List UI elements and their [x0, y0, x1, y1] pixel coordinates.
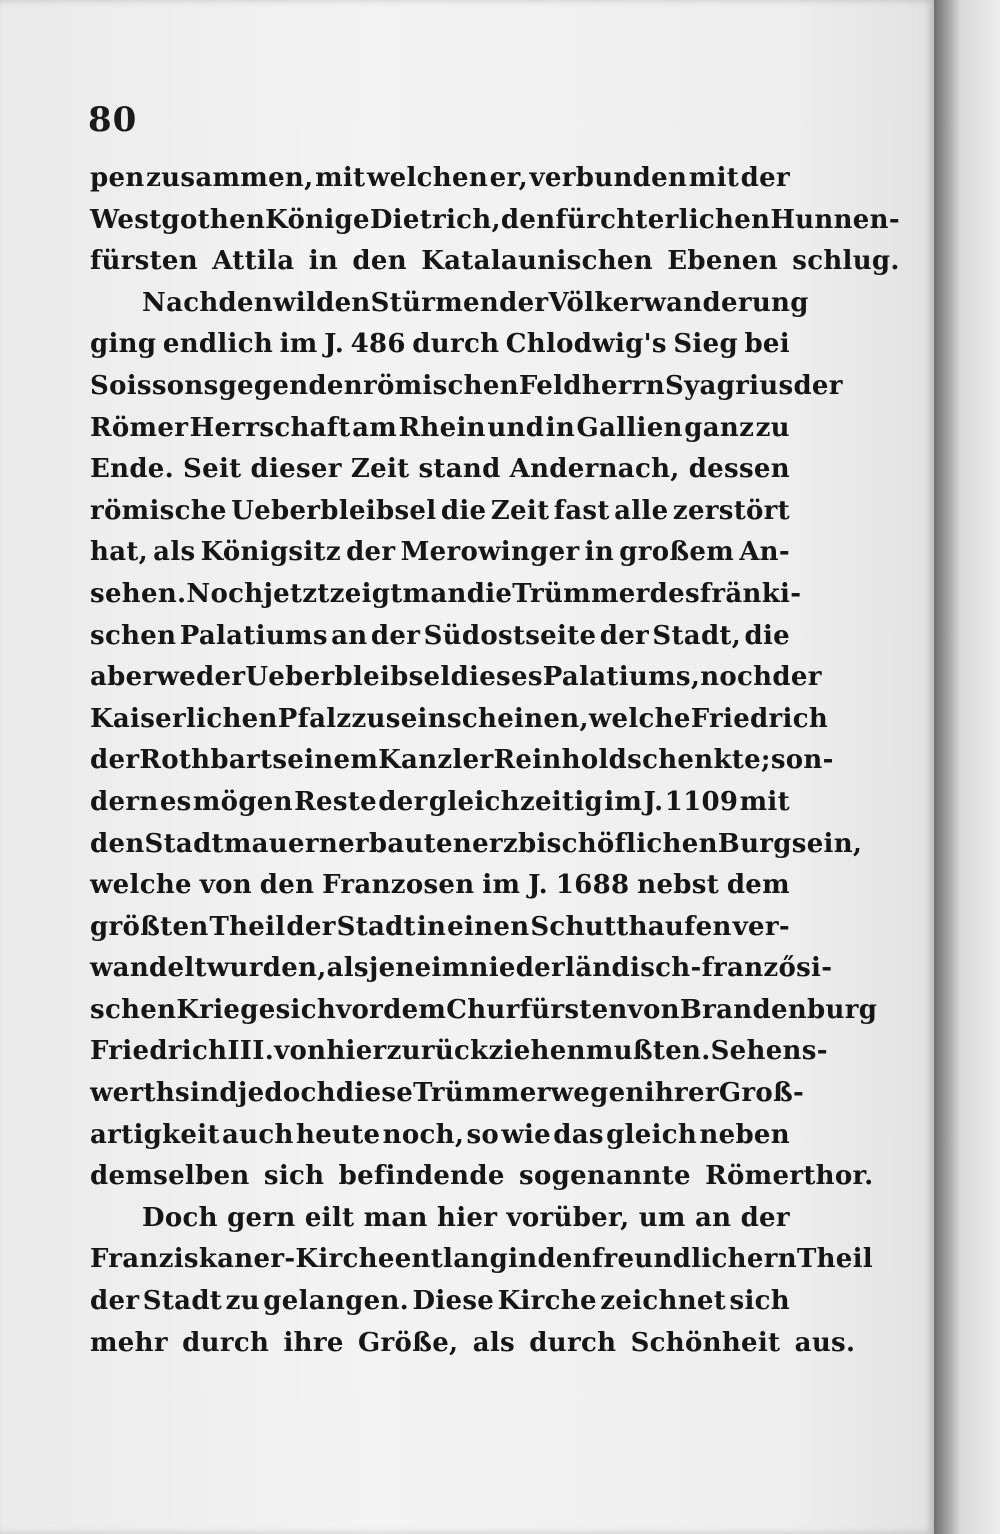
text-line: schen Palatiums an der Südostseite der Stadt, die	[90, 620, 790, 651]
text-line: Westgothen Könige Dietrich, den fürchterlichen Hunnen-	[90, 204, 900, 235]
text-line: Soissons gegen den römischen Feldherrn Syagrius der	[90, 370, 843, 401]
text-line: größten Theil der Stadt in einen Schutthaufen ver-	[90, 911, 790, 942]
text-line: den Stadtmauern erbauten erzbischöflichen Burg sein,	[90, 828, 863, 859]
text-line: mehr durch ihre Größe, als durch Schönheit aus.	[90, 1327, 856, 1358]
text-line: Franziskaner-Kirche entlang in den freundlichern Theil	[90, 1244, 873, 1275]
text-line: hat, als Königsitz der Merowinger in großem An-	[90, 537, 790, 568]
text-line: Nach den wilden Stürmen der Völkerwanderung	[142, 287, 809, 318]
text-line: aber weder Ueberbleibsel dieses Palatiums, noch der	[90, 662, 822, 693]
text-line: fürsten Attila in den Katalaunischen Ebenen schlug.	[90, 246, 900, 277]
text-line: werth sind jedoch diese Trümmer wegen ihrer Groß-	[90, 1078, 805, 1109]
text-line: Doch gern eilt man hier vorüber, um an der	[142, 1202, 790, 1233]
text-line: demselben sich befindende sogenannte Römerthor.	[90, 1161, 874, 1192]
text-line: sehen. Noch jetzt zeigt man die Trümmer des fränki-	[90, 578, 802, 609]
text-line: pen zusammen, mit welchen er, verbunden mit der	[90, 163, 790, 193]
text-line: Römer Herrschaft am Rhein und in Gallien ganz zu	[90, 412, 790, 443]
text-line: welche von den Franzosen im J. 1688 nebst dem	[90, 870, 790, 901]
text-line: römische Ueberbleibsel die Zeit fast alle zerstört	[90, 495, 790, 526]
text-line: dern es mögen Reste der gleichzeitig im J. 1109 mit	[90, 786, 790, 817]
text-line: artigkeit auch heute noch, so wie das gleich neben	[90, 1119, 790, 1150]
text-line: Kaiserlichen Pfalz zu sein scheinen, welche Friedrich	[90, 703, 829, 734]
text-line: Ende. Seit dieser Zeit stand Andernach, dessen	[90, 454, 790, 485]
text-line: Friedrich III. von hier zurückziehen mußten. Sehens-	[90, 1036, 828, 1067]
text-line: wandelt wurden, als jene im niederländisch-franzősi-	[90, 953, 833, 984]
text-line: ging endlich im J. 486 durch Chlodwig's Sieg bei	[90, 329, 790, 360]
page-number: 80	[88, 100, 138, 140]
adjacent-page-edge	[934, 0, 1000, 1534]
text-line: schen Kriege sich vor dem Churfürsten von Brandenburg	[90, 994, 878, 1025]
text-line: der Stadt zu gelangen. Diese Kirche zeichnet sich	[90, 1286, 790, 1317]
body-text	[90, 158, 900, 1364]
text-line: der Rothbart seinem Kanzler Reinhold schenkte; son-	[90, 745, 834, 776]
